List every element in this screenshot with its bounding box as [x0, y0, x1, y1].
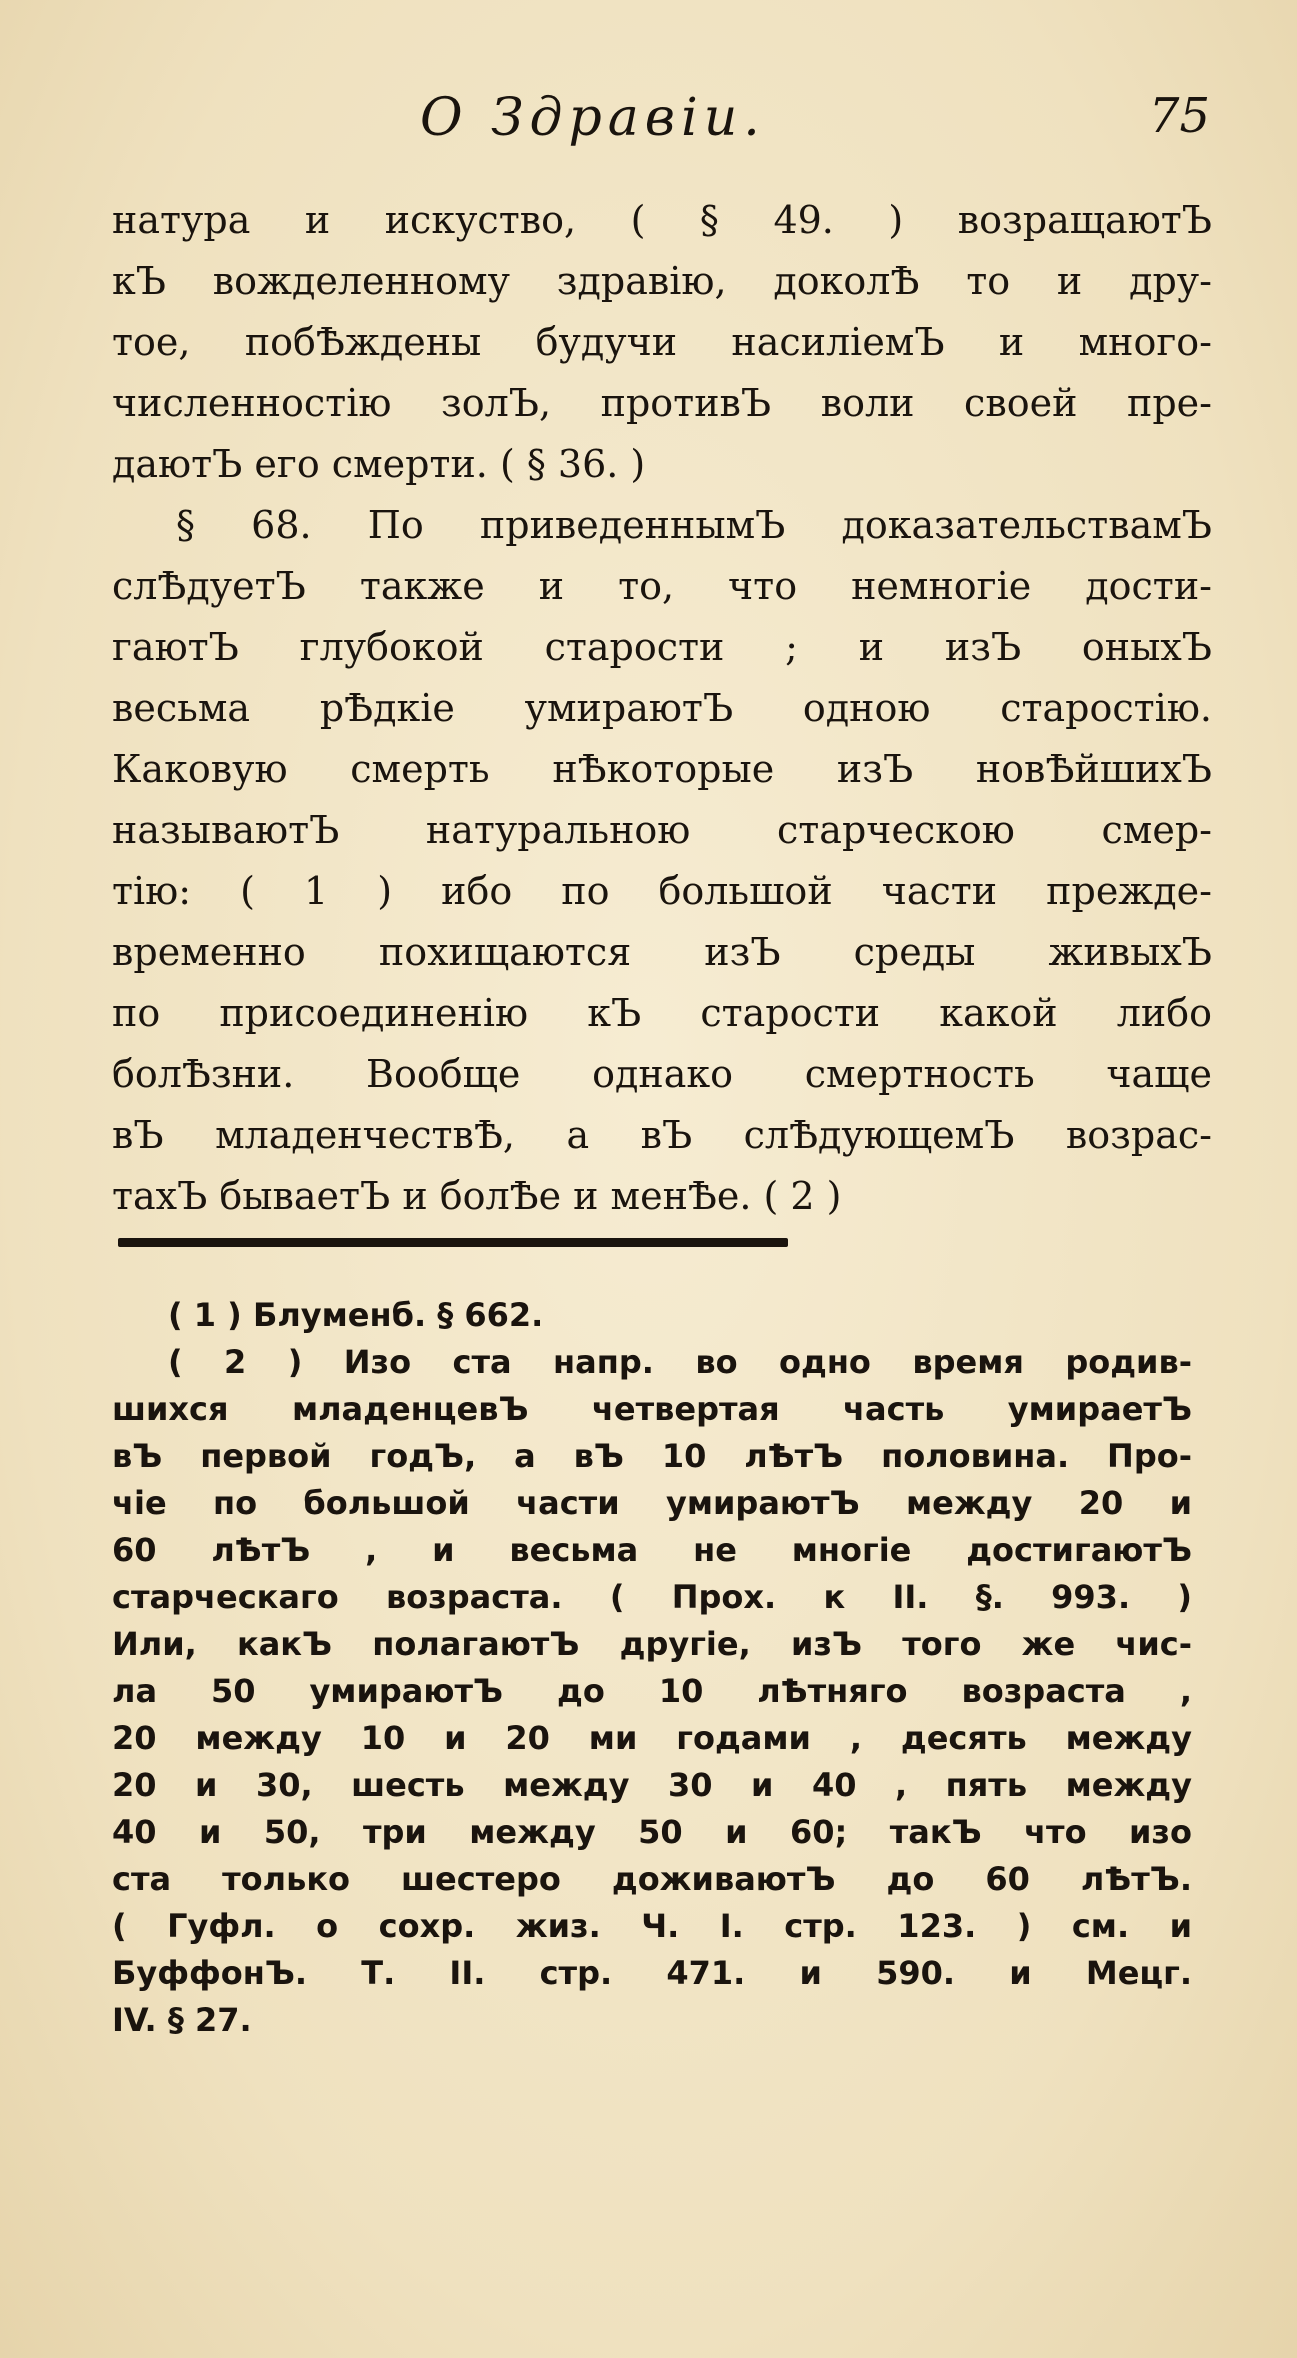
footnotes	[112, 1292, 1192, 2044]
footnote-separator-rule	[118, 1238, 788, 1247]
footnote-line: ла 50 умираютЪ до 10 лѢтняго возраста ,	[112, 1672, 1192, 1710]
footnote-line: БуффонЪ. Т. II. стр. 471. и 590. и Мецг.	[112, 1954, 1192, 1992]
text-line: слѢдуетЪ также и то, что немногіе дости-	[112, 564, 1212, 608]
text-line: вЪ младенчествѢ, а вЪ слѢдующемЪ возрас-	[112, 1113, 1212, 1157]
footnote-line: шихся младенцевЪ четвертая часть умираетЪ	[112, 1390, 1192, 1428]
text-line: тое, побѢждены будучи насиліемЪ и много-	[112, 320, 1212, 364]
text-line: гаютЪ глубокой старости ; и изЪ оныхЪ	[112, 625, 1212, 669]
text-line: тахЪ бываетЪ и болѢе и менѢе. ( 2 )	[112, 1174, 842, 1218]
footnote-2-start: ( 2 ) Изо ста напр. во одно время родив-	[168, 1343, 1192, 1381]
text-line: кЪ вожделенному здравію, доколѢ то и дру-	[112, 259, 1212, 303]
text-line: временно похищаются изЪ среды живыхЪ	[112, 930, 1212, 974]
footnote-line: Или, какЪ полагаютЪ другіе, изЪ того же чис-	[112, 1625, 1192, 1663]
footnote-line: чіе по большой части умираютЪ между 20 и	[112, 1484, 1192, 1522]
text-line: Каковую смерть нѢкоторые изЪ новѢйшихЪ	[112, 747, 1212, 791]
page-number: 75	[1148, 88, 1210, 144]
footnote-line: ( Гуфл. о сохр. жиз. Ч. I. стр. 123. ) см. и	[112, 1907, 1192, 1945]
text-line: численностію золЪ, противЪ воли своей пре-	[112, 381, 1212, 425]
footnote-line: 20 и 30, шесть между 30 и 40 , пять между	[112, 1766, 1192, 1804]
text-line: называютЪ натуральною старческою смер-	[112, 808, 1212, 852]
footnote-line: старческаго возраста. ( Прох. к II. §. 993. )	[112, 1578, 1192, 1616]
footnote-line: 60 лѢтЪ , и весьма не многіе достигаютЪ	[112, 1531, 1192, 1569]
text-line: тію: ( 1 ) ибо по большой части прежде-	[112, 869, 1212, 913]
footnote-1: ( 1 ) Блуменб. § 662.	[168, 1296, 544, 1334]
footnote-line: вЪ первой годЪ, а вЪ 10 лѢтЪ половина. Про-	[112, 1437, 1192, 1475]
text-line: даютЪ его смерти. ( § 36. )	[112, 442, 646, 486]
text-line: натура и искуство, ( § 49. ) возращаютЪ	[112, 198, 1212, 242]
footnote-line: 40 и 50, три между 50 и 60; такЪ что изо	[112, 1813, 1192, 1851]
footnote-line: IV. § 27.	[112, 2001, 252, 2039]
main-text	[112, 190, 1212, 1227]
text-line: по присоединенію кЪ старости какой либо	[112, 991, 1212, 1035]
text-line-paragraph-start: § 68. По приведеннымЪ доказательствамЪ	[176, 503, 1212, 547]
page-header	[110, 88, 1210, 158]
running-title: О Здравіи.	[420, 88, 766, 148]
text-line: весьма рѢдкіе умираютЪ одною старостію.	[112, 686, 1212, 730]
footnote-line: 20 между 10 и 20 ми годами , десять между	[112, 1719, 1192, 1757]
text-line: болѢзни. Вообще однако смертность чаще	[112, 1052, 1212, 1096]
footnote-line: ста только шестеро доживаютЪ до 60 лѢтЪ.	[112, 1860, 1192, 1898]
